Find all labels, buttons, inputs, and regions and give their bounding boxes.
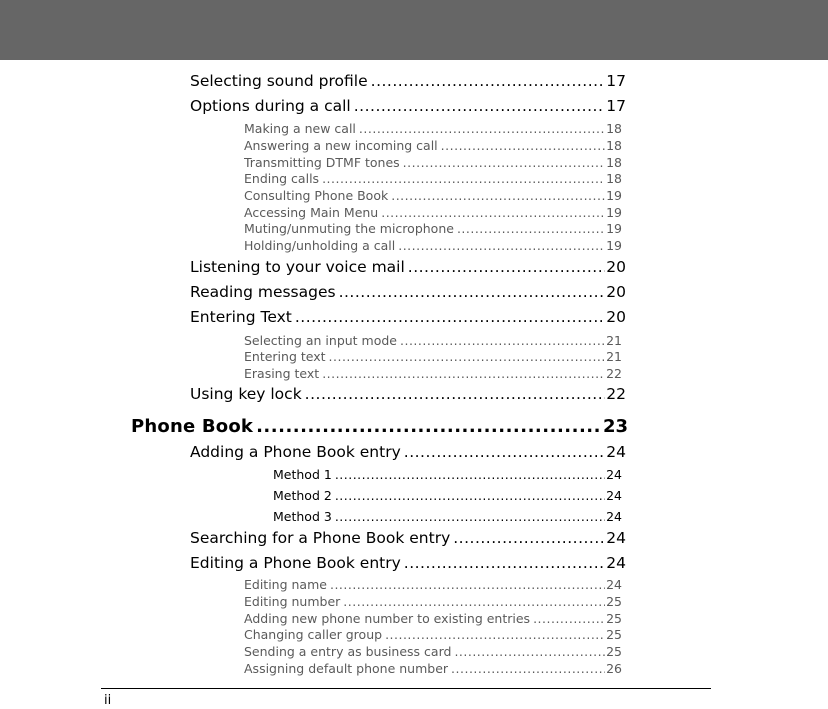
toc-entry-page: 25 xyxy=(606,627,622,642)
toc-entry-page: 24 xyxy=(606,509,622,524)
toc-leader-dots xyxy=(335,509,605,524)
toc-leader-dots xyxy=(391,188,605,203)
toc-entry-page: 25 xyxy=(606,594,622,609)
toc-leader-dots xyxy=(330,577,605,592)
toc-entry-page: 24 xyxy=(606,577,622,592)
toc-entry-title: Method 1 xyxy=(273,467,332,482)
toc-entry-accessing-main-menu[interactable] xyxy=(244,205,622,220)
toc-entry-title: Phone Book xyxy=(131,416,254,437)
toc-entry-title: Sending a entry as business card xyxy=(244,644,452,659)
toc-leader-dots xyxy=(256,416,602,437)
toc-entry-page: 22 xyxy=(606,366,622,381)
toc-entry-transmitting-dtmf-tones[interactable] xyxy=(244,155,622,170)
toc-entry-page: 18 xyxy=(606,121,622,136)
toc-entry-title: Holding/unholding a call xyxy=(244,238,396,253)
toc-entry-page: 18 xyxy=(606,155,622,170)
toc-entry-title: Making a new call xyxy=(244,121,356,136)
toc-entry-changing-caller-group[interactable] xyxy=(244,627,622,642)
toc-entry-title: Editing a Phone Book entry xyxy=(190,554,401,572)
toc-leader-dots xyxy=(457,221,605,236)
toc-leader-dots xyxy=(343,594,605,609)
toc-entry-title: Adding new phone number to existing entries xyxy=(244,611,531,626)
toc-leader-dots xyxy=(404,443,606,461)
toc-leader-dots xyxy=(400,333,605,348)
toc-entry-title: Answering a new incoming call xyxy=(244,138,438,153)
toc-entry-editing-a-phone-book-entry[interactable] xyxy=(190,554,626,572)
toc-leader-dots xyxy=(441,138,605,153)
toc-entry-page: 19 xyxy=(606,221,622,236)
toc-entry-answering-a-new-incoming-call[interactable] xyxy=(244,138,622,153)
toc-entry-page: 21 xyxy=(606,333,622,348)
toc-entry-entering-text-sub[interactable] xyxy=(244,349,622,364)
toc-entry-page: 23 xyxy=(602,416,628,437)
toc-entry-editing-name[interactable] xyxy=(244,577,622,592)
toc-entry-title: Listening to your voice mail xyxy=(190,258,405,276)
toc-leader-dots xyxy=(451,661,605,676)
toc-entry-listening-to-your-voice-mail[interactable] xyxy=(190,258,626,276)
toc-entry-erasing-text[interactable] xyxy=(244,366,622,381)
toc-leader-dots xyxy=(339,283,606,301)
toc-leader-dots xyxy=(403,155,605,170)
toc-entry-method-2[interactable] xyxy=(273,488,622,503)
toc-entry-title: Method 2 xyxy=(273,488,332,503)
toc-leader-dots xyxy=(371,72,606,90)
toc-entry-holding-unholding-a-call[interactable] xyxy=(244,238,622,253)
toc-leader-dots xyxy=(354,97,606,115)
page-number: ii xyxy=(104,693,112,708)
toc-entry-title: Options during a call xyxy=(190,97,351,115)
toc-entry-title: Assigning default phone number xyxy=(244,661,449,676)
toc-leader-dots xyxy=(398,238,605,253)
toc-entry-entering-text[interactable] xyxy=(190,308,626,326)
toc-leader-dots xyxy=(305,385,606,403)
toc-entry-page: 22 xyxy=(606,385,626,403)
toc-entry-page: 17 xyxy=(606,97,626,115)
toc-leader-dots xyxy=(381,205,605,220)
toc-entry-title: Selecting sound profile xyxy=(190,72,368,90)
toc-leader-dots xyxy=(385,627,605,642)
toc-leader-dots xyxy=(404,554,606,572)
toc-leader-dots xyxy=(408,258,605,276)
toc-entry-title: Accessing Main Menu xyxy=(244,205,379,220)
toc-leader-dots xyxy=(322,366,605,381)
toc-entry-page: 24 xyxy=(606,443,626,461)
toc-entry-title: Erasing text xyxy=(244,366,320,381)
toc-entry-page: 20 xyxy=(606,308,626,326)
toc-entry-muting-unmuting-the-microphone[interactable] xyxy=(244,221,622,236)
toc-leader-dots xyxy=(322,171,605,186)
toc-entry-consulting-phone-book[interactable] xyxy=(244,188,622,203)
toc-entry-page: 20 xyxy=(606,283,626,301)
toc-entry-title: Using key lock xyxy=(190,385,302,403)
toc-entry-using-key-lock[interactable] xyxy=(190,385,626,403)
toc-leader-dots xyxy=(295,308,605,326)
header-bar xyxy=(0,0,828,60)
toc-entry-page: 19 xyxy=(606,205,622,220)
toc-entry-searching-for-a-phone-book-entry[interactable] xyxy=(190,529,626,547)
toc-entry-page: 19 xyxy=(606,188,622,203)
toc-entry-title: Searching for a Phone Book entry xyxy=(190,529,451,547)
toc-entry-title: Entering Text xyxy=(190,308,292,326)
toc-entry-title: Entering text xyxy=(244,349,326,364)
toc-entry-page: 18 xyxy=(606,171,622,186)
toc-entry-page: 24 xyxy=(606,467,622,482)
toc-entry-reading-messages[interactable] xyxy=(190,283,626,301)
toc-entry-title: Method 3 xyxy=(273,509,332,524)
toc-entry-page: 20 xyxy=(606,258,626,276)
toc-entry-ending-calls[interactable] xyxy=(244,171,622,186)
toc-entry-page: 26 xyxy=(606,661,622,676)
toc-entry-title: Editing number xyxy=(244,594,341,609)
toc-entry-options-during-a-call[interactable] xyxy=(190,97,626,115)
toc-entry-page: 18 xyxy=(606,138,622,153)
footer-rule xyxy=(101,688,711,689)
toc-entry-title: Changing caller group xyxy=(244,627,383,642)
toc-leader-dots xyxy=(329,349,606,364)
toc-entry-title: Muting/unmuting the microphone xyxy=(244,221,454,236)
toc-entry-page: 21 xyxy=(606,349,622,364)
toc-entry-making-a-new-call[interactable] xyxy=(244,121,622,136)
toc-entry-page: 19 xyxy=(606,238,622,253)
toc-leader-dots xyxy=(335,488,605,503)
toc-entry-page: 24 xyxy=(606,488,622,503)
toc-entry-page: 24 xyxy=(606,554,626,572)
toc-entry-method-1[interactable] xyxy=(273,467,622,482)
toc-entry-title: Ending calls xyxy=(244,171,320,186)
toc-entry-page: 25 xyxy=(606,611,622,626)
toc-entry-sending-a-entry-as-business-card[interactable] xyxy=(244,644,622,659)
toc-entry-selecting-sound-profile[interactable] xyxy=(190,72,626,90)
toc-entry-title: Selecting an input mode xyxy=(244,333,397,348)
toc-leader-dots xyxy=(453,529,605,547)
toc-entry-assigning-default-phone-number[interactable] xyxy=(244,661,622,676)
toc-leader-dots xyxy=(359,121,605,136)
toc-entry-adding-a-phone-book-entry[interactable] xyxy=(190,443,626,461)
toc-entry-adding-new-phone-number[interactable] xyxy=(244,611,622,626)
toc-leader-dots xyxy=(335,467,605,482)
toc-entry-phone-book[interactable] xyxy=(131,416,628,437)
toc-entry-page: 24 xyxy=(606,529,626,547)
toc-leader-dots xyxy=(454,644,605,659)
toc-entry-title: Transmitting DTMF tones xyxy=(244,155,400,170)
toc-entry-title: Reading messages xyxy=(190,283,336,301)
toc-entry-title: Editing name xyxy=(244,577,327,592)
toc-entry-editing-number[interactable] xyxy=(244,594,622,609)
toc-entry-page: 17 xyxy=(606,72,626,90)
toc-entry-page: 25 xyxy=(606,644,622,659)
toc-entry-method-3[interactable] xyxy=(273,509,622,524)
toc-entry-title: Consulting Phone Book xyxy=(244,188,389,203)
toc-leader-dots xyxy=(533,611,605,626)
toc-entry-selecting-an-input-mode[interactable] xyxy=(244,333,622,348)
toc-entry-title: Adding a Phone Book entry xyxy=(190,443,401,461)
